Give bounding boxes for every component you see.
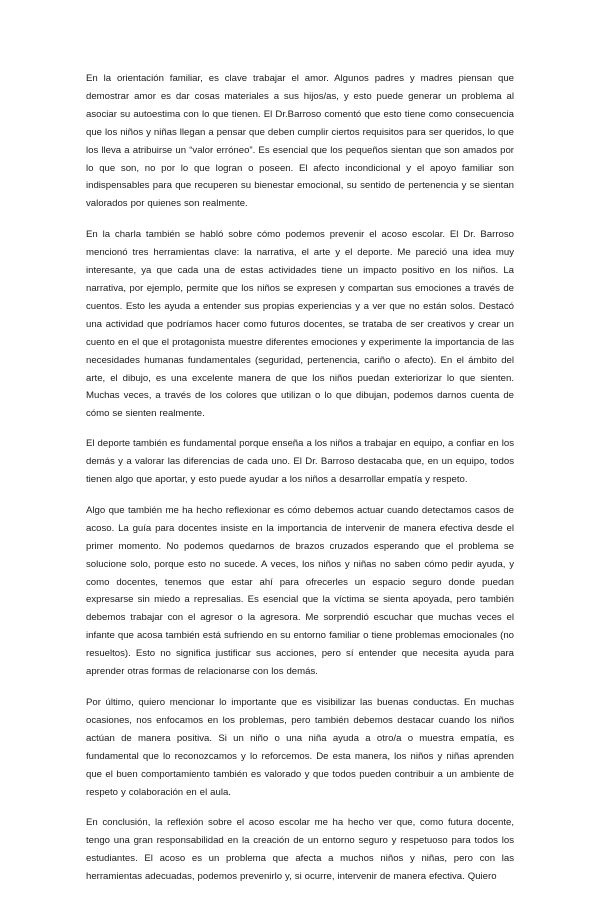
paragraph-sport: El deporte también es fundamental porque enseña a los niños a trabajar en equipo, a confiar en los demás y a valorar las diferencias de cada uno. El Dr. Barroso destacaba que, en un equipo, todos tienen algo que aportar, y esto puede ayudar a los niños a desarrollar empatía y respeto. (86, 438, 514, 486)
paragraph-family-orientation: En la orientación familiar, es clave trabajar el amor. Algunos padres y madres piensan que demostrar amor es dar cosas materiales a sus hijos/as, y esto puede generar un problema al asociar su autoestima con lo que tienen. El Dr.Barroso comentó que esto tiene como consecuencia que los niños y niñas llegan a pensar que deben cumplir ciertos requisitos para ser queridos, lo que los lleva a atribuirse un “valor erróneo”. Es esencial que los pequeños sientan que son amados por lo que son, no por lo que logran o poseen. El afecto incondicional y el apoyo familiar son indispensables para que recuperen su bienestar emocional, su sentido de pertenencia y se sientan valorados por quienes son realmente. (86, 73, 515, 210)
document-body (86, 70, 514, 899)
paragraph-bullying-prevention-tools: En la charla también se habló sobre cómo podemos prevenir el acoso escolar. El Dr. Barroso mencionó tres herramientas clave: la narrativa, el arte y el deporte. Me pareció una idea muy interesante, ya que cada una de estas actividades tiene un impacto positivo en los niños. La narrativa, por ejemplo, permite que los niños se expresen y compartan sus emociones a través de cuentos. Esto les ayuda a entender sus propias experiencias y a ver que no están solos. Destacó una actividad que podríamos hacer como futuros docentes, se trataba de ser creativos y crear un cuento en el que el protagonista muestre diferentes emociones y experimente la importancia de las necesidades humanas fundamentales (seguridad, pertenencia, cariño o afecto). En el ámbito del arte, el dibujo, es una excelente manera de que los niños puedan exteriorizar lo que sienten. Muchas veces, a través de los colores que utilizan o lo que dibujan, podemos darnos cuenta de cómo se sienten realmente. (86, 229, 514, 420)
paragraph-conclusion: En conclusión, la reflexión sobre el acoso escolar me ha hecho ver que, como futura docente, tengo una gran responsabilidad en la creación de un entorno seguro y respetuoso para todos los estudiantes. El acoso es un problema que afecta a muchos niños y niñas, pero con las herramientas adecuadas, podemos prevenirlo y, si ocurre, intervenir de manera efectiva. Quiero (86, 817, 514, 883)
paragraph-visibilize-good-behavior: Por último, quiero mencionar lo importante que es visibilizar las buenas conductas. En muchas ocasiones, nos enfocamos en los problemas, pero también debemos destacar cuando los niños actúan de manera positiva. Si un niño o una niña ayuda a otro/a o muestra empatía, es fundamental que lo reconozcamos y lo reforcemos. De esta manera, los niños y niñas aprenden que el buen comportamiento también es valorado y que todos pueden contribuir a un ambiente de respeto y colaboración en el aula. (86, 697, 514, 798)
paragraph-acting-on-bullying: Algo que también me ha hecho reflexionar es cómo debemos actuar cuando detectamos casos de acoso. La guía para docentes insiste en la importancia de intervenir de manera efectiva desde el primer momento. No podemos quedarnos de brazos cruzados esperando que el problema se solucione solo, porque esto no sucede. A veces, los niños y niñas no saben cómo pedir ayuda, y como docentes, tenemos que estar ahí para ofrecerles un espacio seguro donde puedan expresarse sin miedo a represalias. Es esencial que la víctima se sienta apoyada, pero también debemos trabajar con el agresor o la agresora. Me sorprendió escuchar que muchas veces el infante que acosa también está sufriendo en su entorno familiar o tiene problemas emocionales (no resueltos). Esto no significa justificar sus acciones, pero sí entender que necesita ayuda para aprender otras formas de relacionarse con los demás. (86, 504, 514, 678)
